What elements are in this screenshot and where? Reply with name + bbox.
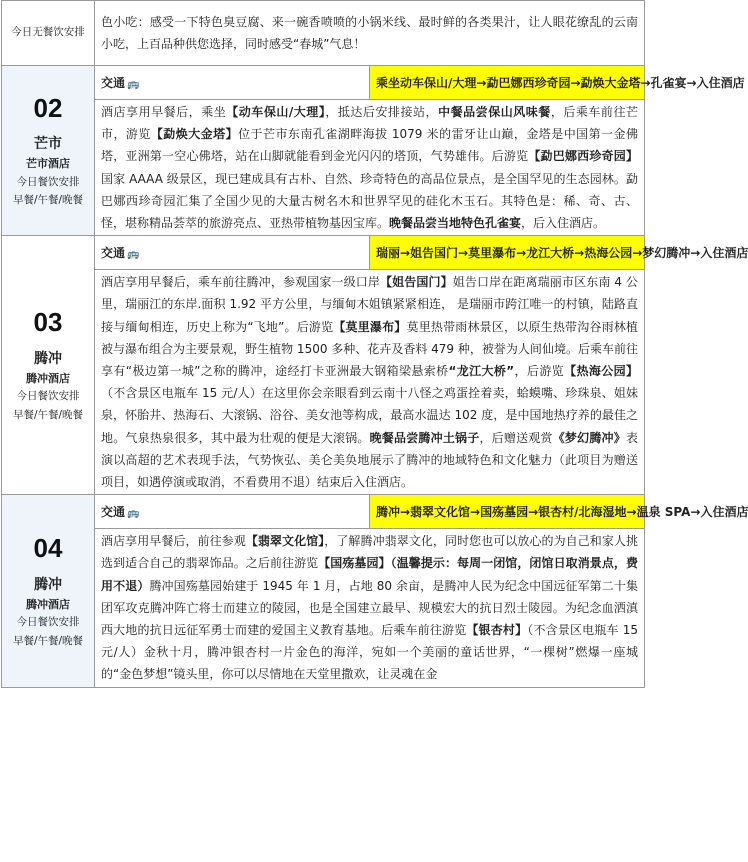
day-01-meal-cell: [2, 1, 95, 66]
bus-icon: 🚌: [127, 508, 140, 520]
day-04-route: 腾冲→翡翠文化馆→国殇墓园→银杏村/北海湿地→温泉 SPA→入住酒店: [370, 495, 645, 529]
day-03-transport-row: [2, 236, 645, 270]
day-04-detail-row: [2, 529, 645, 687]
day-01-meal: 今日无餐饮安排: [11, 26, 85, 39]
day-city: 腾冲: [34, 350, 62, 367]
day-city: 腾冲: [34, 576, 62, 593]
day-meals: 早餐/午餐/晚餐: [12, 634, 84, 647]
itinerary-table: [1, 0, 748, 688]
day-meal-title: 今日餐饮安排: [16, 390, 80, 403]
day-03-route: 瑞丽→姐告国门→莫里瀑布→龙江大桥→热海公园→梦幻腾冲→入住酒店: [370, 236, 645, 270]
day-04-side: [2, 495, 95, 687]
day-01-description: 色小吃：感受一下特色臭豆腐、来一碗香喷喷的小锅米线、最时鲜的各类果汁，让人眼花缭乱的云南小吃，上百品种供您选择，同时感受“春城”气息！: [95, 1, 645, 66]
day-04-transport-row: [2, 495, 645, 529]
transport-label: 交通 🚌: [95, 236, 370, 270]
day-number: 02: [33, 92, 63, 123]
day-number: 03: [33, 307, 63, 338]
day-02-route: 乘坐动车保山/大理→勐巴娜西珍奇园→勐焕大金塔→孔雀宴→入住酒店: [370, 66, 645, 100]
bus-icon: 🚌: [127, 249, 140, 261]
day-hotel: 腾冲酒店: [26, 597, 70, 611]
transport-label: 交通 🚌: [95, 66, 370, 100]
bus-icon: 🚌: [127, 79, 140, 90]
day-03-description: 酒店享用早餐后，乘车前往腾冲，参观国家一级口岸【姐告国门】姐告口岸在距离瑞丽市区东南 4 公里，瑞丽江的东岸.面积 1.92 平方公里，与缅甸木姐镇紧紧相连， 是瑞丽市跨江唯一的村镇，陆路直接与缅甸相连，历史上称为“飞地”。后游览【莫里瀑布】莫里热带雨林景区，以原生热带沟谷雨林植被与瀑布组合为主要景观，野生植物 1500 多种、花卉及香料 479 种，被誉为人间仙境。后乘车前往享有“极边第一城”之称的腾冲，途经打卡亚洲最大钢箱梁悬索桥“龙江大桥”，后游览【热海公园】（不含景区电瓶车 15 元/人）在这里你会亲眼看到云南十八怪之鸡蛋拴着卖，蛤蟆嘴、珍珠泉、姐妹泉，怀胎井、热海石、大滚锅、浴谷、美女池等构成，最高水温达 102 度，是中国地热疗养的最佳之地。气泉热泉很多，其中最为壮观的便是大滚锅。晚餐品尝腾冲土锅子，后赠送观赏《梦幻腾冲》表演以高超的艺术表现手法，气势恢弘、美仑美奂地展示了腾冲的地域特色和文化魅力（此项目为赠送项目，如遇停演或取消，不看费用不退）结束后入住酒店。: [95, 270, 645, 495]
day-hotel: 腾冲酒店: [26, 371, 70, 385]
day-03-detail-row: [2, 270, 645, 495]
day-02-detail-row: [2, 100, 645, 236]
day-01-tail-row: [2, 1, 645, 66]
day-02-transport-row: [2, 66, 645, 100]
day-meal-title: 今日餐饮安排: [16, 616, 80, 629]
day-02-description: 酒店享用早餐后，乘坐【动车保山/大理】，抵达后安排接站，中餐品尝保山风味餐，后乘车前往芒市，游览【勐焕大金塔】位于芒市东南孔雀湖畔海拔 1079 米的雷牙让山巅，金塔是中国第一金佛塔，亚洲第一空心佛塔，站在山脚就能看到金光闪闪的塔顶，气势雄伟。后游览【勐巴娜西珍奇园】国家 AAAA 级景区，现已建成具有古朴、自然、珍奇特色的高品位景点，是全国罕见的生态园林。勐巴娜西珍奇园汇集了全国少见的大量古树名木和世界罕见的硅化木玉石。其特色是：稀、奇、古、怪，堪称精品荟萃的旅游亮点、亚热带植物基因宝库。晚餐品尝当地特色孔雀宴，后入住酒店。: [95, 100, 645, 236]
day-03-side: [2, 236, 95, 495]
day-meals: 早餐/午餐/晚餐: [12, 194, 84, 207]
day-04-description: 酒店享用早餐后，前往参观【翡翠文化馆】，了解腾冲翡翠文化，同时您也可以放心的为自己和家人挑选到适合自己的翡翠饰品。之后前往游览【国殇墓园】（温馨提示：每周一闭馆，闭馆日取消景点，费用不退）腾冲国殇墓园始建于 1945 年 1 月，占地 80 余亩，是腾冲人民为纪念中国远征军第二十集团军攻克腾冲阵亡将士而建立的陵园，也是全国建立最早、规模宏大的抗日烈士陵园。为纪念血洒滇西大地的抗日远征军勇士而建的爱国主义教育基地。后乘车前往游览【银杏村】（不含景区电瓶车 15 元/人）金秋十月，腾冲银杏村一片金色的海洋，宛如一个美丽的童话世界，“一棵树”燃爆一座城的“金色梦想”镜头里，你可以尽情地在天堂里撒欢，让灵魂在金: [95, 529, 645, 687]
day-city: 芒市: [34, 136, 62, 153]
day-hotel: 芒市酒店: [26, 157, 70, 171]
day-02-side: [2, 66, 95, 236]
transport-label: 交通 🚌: [95, 495, 370, 529]
day-number: 04: [33, 533, 63, 564]
day-meals: 早餐/午餐/晚餐: [12, 408, 84, 421]
day-meal-title: 今日餐饮安排: [16, 175, 80, 188]
